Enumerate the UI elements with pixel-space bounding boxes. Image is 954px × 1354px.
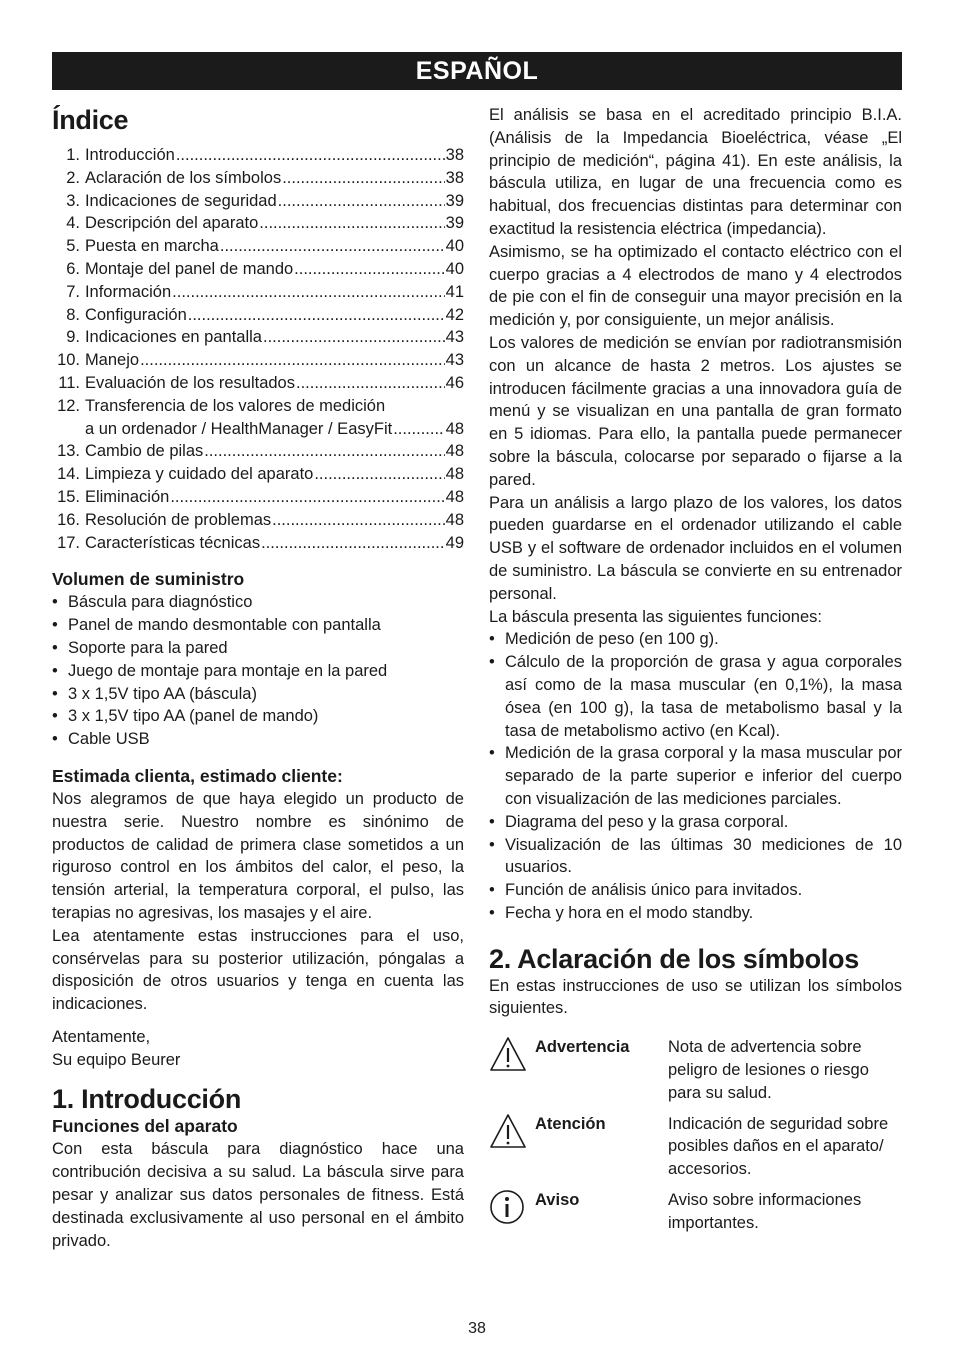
- toc-item: [52, 486, 464, 509]
- warning-triangle-icon: [489, 1036, 535, 1104]
- toc-leader: [188, 304, 445, 327]
- bia-paragraph: El análisis se basa en el acreditado principio B.I.A. (Análisis de la Impedancia Bioeléctrica, véase „El principio de medición“, página 41). En este análisis, la báscula utiliza, en lugar de una frecuencia como es habitual, dos frecuencias distintas para determinar con exactitud la resistencia eléctrica (impedancia).: [489, 106, 902, 238]
- supply-item-text: Panel de mando desmontable con pantalla: [68, 616, 381, 635]
- bullet-icon: •: [489, 812, 495, 831]
- toc-page: 41: [445, 282, 464, 301]
- toc-title: Descripción del aparato: [84, 214, 259, 233]
- right-column: [489, 104, 902, 1243]
- toc-number: 15.: [57, 487, 80, 506]
- function-item-text: Cálculo de la proporción de grasa y agua corporales así como de la masa muscular (en 0,1%), la masa ósea (en 100 g), la tasa de metabolismo basal y la tasa de metabolismo activo (en Kcal).: [505, 653, 902, 740]
- bullet-icon: •: [489, 835, 495, 854]
- toc-title: Evaluación de los resultados: [84, 373, 295, 392]
- toc-item: [52, 235, 464, 258]
- toc-title: Cambio de pilas: [84, 442, 204, 461]
- bullet-icon: •: [52, 684, 58, 703]
- toc-leader: [314, 463, 444, 486]
- bullet-icon: •: [489, 903, 495, 922]
- toc-title: Limpieza y cuidado del aparato: [84, 465, 314, 484]
- toc-page: 42: [445, 305, 464, 324]
- supply-item: [52, 728, 464, 751]
- radio-paragraph: Los valores de medición se envían por radiotransmisión con un alcance de hasta 2 metros. Los ajustes se introducen fácilmente gracias a una innovadora guía de menú y se visualizan en una pantalla de gran formato en 5 idiomas. Para ello, la pantalla puede permanecer sobre la báscula, colocarse por separado o fijarse a la pared.: [489, 333, 902, 489]
- toc-leader: [272, 509, 445, 532]
- toc-number: 13.: [57, 442, 80, 461]
- toc-number: 9.: [66, 328, 80, 347]
- functions-subheading: Funciones del aparato: [52, 1116, 238, 1137]
- toc-page: 39: [445, 214, 464, 233]
- toc-number: 2.: [66, 168, 80, 187]
- bullet-icon: •: [489, 881, 495, 900]
- customer-paragraph-1: Nos alegramos de que haya elegido un producto de nuestra serie. Nuestro nombre es sinónimo de productos de calidad de primera clase sometidos a un riguroso control en los ámbitos del calor, el peso, la tensión arterial, la temperatura corporal, el pulso, las terapias no agresivas, los masajes y el aire.: [52, 789, 464, 922]
- toc-item: [52, 304, 464, 327]
- toc-page: 39: [445, 191, 464, 210]
- supply-list: [52, 591, 464, 751]
- symbol-label: Advertencia: [535, 1038, 630, 1057]
- toc-leader: [296, 372, 445, 395]
- toc-item-continued: [52, 418, 464, 441]
- supply-item: [52, 591, 464, 614]
- toc-leader: [204, 440, 444, 463]
- supply-item: [52, 705, 464, 728]
- function-item: [489, 879, 902, 902]
- toc-number: 11.: [58, 373, 80, 392]
- supply-heading: Volumen de suministro: [52, 569, 245, 590]
- supply-item: [52, 614, 464, 637]
- toc-number: 17.: [57, 533, 80, 552]
- left-column: [52, 104, 464, 1252]
- symbol-description: Nota de advertencia sobre peligro de lesiones o riesgo para su salud.: [668, 1038, 869, 1102]
- toc-title: Configuración: [84, 305, 187, 324]
- toc-page: 48: [445, 442, 464, 461]
- function-item: [489, 651, 902, 742]
- customer-heading: Estimada clienta, estimado cliente:: [52, 765, 343, 786]
- language-banner: ESPAÑOL: [52, 52, 902, 90]
- toc-leader: [263, 326, 445, 349]
- customer-paragraph-2: Lea atentamente estas instrucciones para el uso, consérvelas para su posterior utilización, póngalas a disposición de otros usuarios y tenga en cuenta las indicaciones.: [52, 926, 464, 1014]
- function-item-text: Diagrama del peso y la grasa corporal.: [505, 812, 789, 831]
- toc-leader: [140, 349, 445, 372]
- function-item: [489, 834, 902, 880]
- toc-title: Indicaciones de seguridad: [84, 191, 277, 210]
- bullet-icon: •: [52, 638, 58, 657]
- toc-title: Montaje del panel de mando: [84, 259, 294, 278]
- introduction-paragraph: Con esta báscula para diagnóstico hace una contribución decisiva a su salud. La báscula sirve para pesar y analizar sus datos personales de fitness. Está destinada exclusivamente al uso personal en el ámbito privado.: [52, 1140, 464, 1250]
- toc-title: Información: [84, 282, 172, 301]
- function-item: [489, 742, 902, 810]
- toc-leader: [282, 167, 444, 190]
- toc-leader: [172, 281, 444, 304]
- toc-page: 48: [445, 465, 464, 484]
- bullet-icon: •: [489, 653, 495, 672]
- functions-list: [489, 628, 902, 924]
- supply-item-text: Báscula para diagnóstico: [68, 593, 253, 612]
- index-title: Índice: [52, 105, 129, 135]
- function-item-text: Función de análisis único para invitados.: [505, 881, 803, 900]
- toc-leader: [259, 212, 444, 235]
- supply-item: [52, 637, 464, 660]
- toc-title: Transferencia de los valores de medición: [84, 396, 386, 415]
- bullet-icon: •: [489, 630, 495, 649]
- function-item-text: Medición de peso (en 100 g).: [505, 630, 719, 649]
- toc-number: 5.: [66, 237, 80, 256]
- bullet-icon: •: [52, 661, 58, 680]
- function-item: [489, 902, 902, 925]
- toc-page: 38: [445, 168, 464, 187]
- toc-page: 40: [445, 237, 464, 256]
- toc-leader: [294, 258, 444, 281]
- page-number: 38: [468, 1320, 486, 1337]
- bullet-icon: •: [489, 744, 495, 763]
- toc-item: [52, 532, 464, 555]
- toc-title: Introducción: [84, 146, 175, 164]
- toc-title: Indicaciones en pantalla: [84, 328, 262, 347]
- toc-number: 8.: [66, 305, 80, 324]
- function-item-text: Fecha y hora en el modo standby.: [505, 903, 754, 922]
- toc-number: 12.: [57, 396, 80, 415]
- toc-number: 7.: [66, 282, 80, 301]
- toc-leader: [278, 190, 445, 213]
- toc-leader: [170, 486, 444, 509]
- toc-number: 16.: [57, 510, 80, 529]
- supply-item-text: Cable USB: [68, 730, 150, 749]
- toc-page: 40: [445, 259, 464, 278]
- toc-leader: [176, 144, 445, 167]
- toc-number: 3.: [66, 191, 80, 210]
- bullet-icon: •: [52, 616, 58, 635]
- introduction-heading: 1. Introducción: [52, 1084, 242, 1115]
- supply-item: [52, 683, 464, 706]
- info-circle-icon: [489, 1189, 535, 1235]
- toc-title: Resolución de problemas: [84, 510, 272, 529]
- symbols-heading: 2. Aclaración de los símbolos: [489, 943, 859, 974]
- toc-number: 10.: [57, 351, 80, 370]
- table-of-contents: [52, 144, 464, 554]
- toc-title: Puesta en marcha: [84, 237, 219, 256]
- electrodes-paragraph: Asimismo, se ha optimizado el contacto eléctrico con el cuerpo gracias a 4 electrodos de mano y 4 electrodos de pie con el fin de conseguir una mayor precisión en la medición y, por consiguiente, un mejor análisis.: [489, 242, 902, 330]
- toc-number: 4.: [66, 214, 80, 233]
- toc-page: 43: [445, 328, 464, 347]
- toc-item: [52, 144, 464, 167]
- toc-item: [52, 212, 464, 235]
- toc-leader: [261, 532, 445, 555]
- toc-page: 49: [445, 533, 464, 552]
- functions-intro: La báscula presenta las siguientes funciones:: [489, 607, 822, 626]
- toc-item: [52, 509, 464, 532]
- symbol-description: Indicación de seguridad sobre posibles daños en el aparato/ accesorios.: [668, 1114, 889, 1179]
- toc-title: Características técnicas: [84, 533, 261, 552]
- toc-page: 46: [445, 373, 464, 392]
- toc-page: 38: [445, 146, 464, 164]
- function-item: [489, 811, 902, 834]
- toc-item: [52, 167, 464, 190]
- supply-item-text: 3 x 1,5V tipo AA (panel de mando): [68, 707, 319, 726]
- toc-title-continued: a un ordenador / HealthManager / EasyFit: [84, 419, 393, 438]
- symbol-label: Aviso: [535, 1191, 580, 1210]
- toc-item: [52, 326, 464, 349]
- toc-title: Aclaración de los símbolos: [84, 168, 282, 187]
- toc-item: [52, 258, 464, 281]
- toc-number: 6.: [66, 259, 80, 278]
- function-item: [489, 628, 902, 651]
- toc-item: [52, 395, 464, 418]
- toc-item: [52, 372, 464, 395]
- symbols-intro: En estas instrucciones de uso se utilizan los símbolos siguientes.: [489, 976, 902, 1018]
- closing-line-1: Atentamente,: [52, 1027, 151, 1046]
- toc-item: [52, 349, 464, 372]
- supply-item-text: 3 x 1,5V tipo AA (báscula): [68, 684, 257, 703]
- toc-item: [52, 190, 464, 213]
- toc-leader: [220, 235, 445, 258]
- toc-page: 48: [445, 419, 464, 438]
- symbol-row: [489, 1189, 902, 1235]
- toc-item: [52, 281, 464, 304]
- symbol-row: [489, 1113, 902, 1181]
- bullet-icon: •: [52, 730, 58, 749]
- supply-item: [52, 660, 464, 683]
- symbols-table: [489, 1036, 902, 1234]
- usb-paragraph: Para un análisis a largo plazo de los valores, los datos pueden guardarse en el ordenador utilizando el cable USB y el software de ordenador incluidos en el volumen de suministro. La báscula se convierte en su entrenador personal.: [489, 493, 902, 603]
- bullet-icon: •: [52, 593, 58, 612]
- toc-title: Eliminación: [84, 487, 170, 506]
- toc-page: 48: [445, 510, 464, 529]
- closing-line-2: Su equipo Beurer: [52, 1050, 181, 1069]
- toc-leader: [393, 418, 444, 441]
- toc-item: [52, 440, 464, 463]
- function-item-text: Medición de la grasa corporal y la masa muscular por separado de la parte superior e inferior del cuerpo con visualización de las mediciones parciales.: [505, 744, 902, 808]
- symbol-label: Atención: [535, 1114, 606, 1133]
- function-item-text: Visualización de las últimas 30 mediciones de 10 usuarios.: [505, 835, 902, 877]
- toc-number: 14.: [57, 465, 80, 484]
- supply-item-text: Juego de montaje para montaje en la pared: [68, 661, 388, 680]
- symbol-description: Aviso sobre informaciones importantes.: [668, 1191, 862, 1232]
- toc-page: 48: [445, 487, 464, 506]
- toc-title: Manejo: [84, 351, 140, 370]
- toc-page: 43: [445, 351, 464, 370]
- warning-triangle-icon: [489, 1113, 535, 1181]
- supply-item-text: Soporte para la pared: [68, 638, 228, 657]
- toc-item: [52, 463, 464, 486]
- bullet-icon: •: [52, 707, 58, 726]
- toc-number: 1.: [66, 146, 80, 164]
- symbol-row: [489, 1036, 902, 1104]
